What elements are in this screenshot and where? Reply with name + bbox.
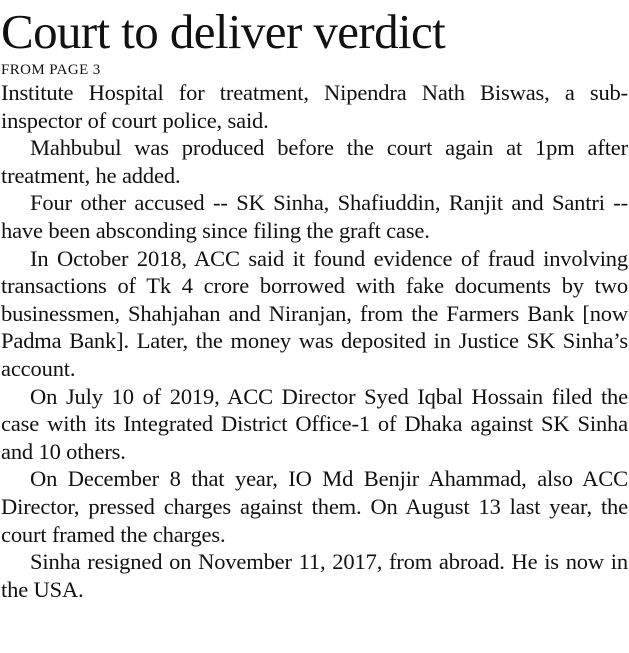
jump-line: FROM PAGE 3 <box>1 62 101 78</box>
paragraph: In October 2018, ACC said it found evidence of fraud involving transactions of Tk 4 crore borrowed with fake documents by two businessmen, Shahjahan and Niranjan, from the Farmers Bank [now Padma Bank]. Later, the money was deposited in Justice SK Sinha’s account. <box>1 245 628 381</box>
news-article <box>1 0 628 603</box>
article-body <box>1 79 628 603</box>
paragraph: On December 8 that year, IO Md Benjir Ahammad, also ACC Director, pressed charges against them. On August 13 last year, the court framed the charges. <box>1 466 628 547</box>
paragraph: On July 10 of 2019, ACC Director Syed Iqbal Hossain filed the case with its Integrated District Office-1 of Dhaka against SK Sinha and 10 others. <box>1 383 628 464</box>
paragraph: Institute Hospital for treatment, Nipendra Nath Biswas, a sub-inspector of court police, said. <box>1 80 628 133</box>
paragraph: Sinha resigned on November 11, 2017, from abroad. He is now in the USA. <box>1 549 628 602</box>
headline: Court to deliver verdict <box>1 4 446 59</box>
paragraph: Four other accused -- SK Sinha, Shafiuddin, Ranjit and Santri -- have been absconding since filing the graft case. <box>1 190 628 243</box>
paragraph: Mahbubul was produced before the court again at 1pm after treatment, he added. <box>1 135 628 188</box>
